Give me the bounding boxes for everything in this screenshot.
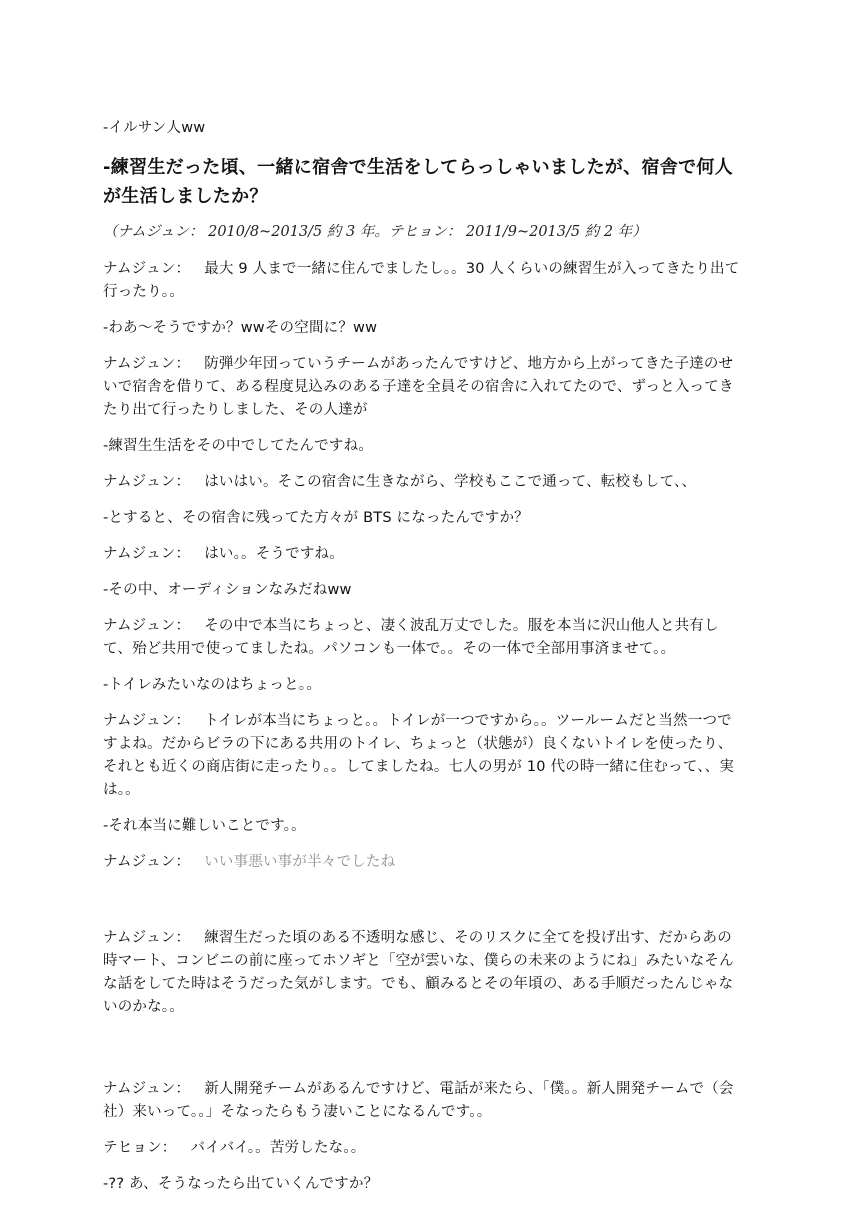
answer-text-faded: いい事悪い事が半々でしたね bbox=[204, 854, 396, 870]
speaker-label: ナムジュン： bbox=[103, 261, 191, 277]
question-heading: -練習生だった頃、一緒に宿舎で生活をしてらっしゃいましたが、宿舎で何人が生活しましたか？ bbox=[103, 157, 733, 207]
speaker-label: ナムジュン： bbox=[103, 930, 191, 946]
paragraph-answer-1 bbox=[103, 258, 745, 304]
answer-text: 防弾少年団っていうチームがあったんですけど、地方から上がってきた子達のせいで宿舎を借りて、ある程度見込みのある子達を全員その宿舎に入れてたので、ずっと入ってきたり出て行ったりしました、その人達が bbox=[103, 356, 734, 418]
paragraph-answer-11 bbox=[103, 710, 745, 802]
speaker-label: ナムジュン： bbox=[103, 618, 191, 634]
paragraph-question-10: -トイレみたいなのはちょっと。。 bbox=[103, 677, 321, 693]
paragraph-answer-9 bbox=[103, 615, 745, 661]
spacer bbox=[103, 887, 745, 927]
paragraph-question-8: -その中、オーディションなみだねww bbox=[103, 582, 352, 598]
answer-text: バイバイ。。苦労したな。。 bbox=[190, 1140, 366, 1156]
paragraph-question-6: -とすると、その宿舎に残ってた方々が BTS になったんですか？ bbox=[103, 510, 529, 526]
answer-text: 練習生だった頃のある不透明な感じ、そのリスクに全てを投げ出す、だからあの時マート、コンビニの前に座ってホソギと「空が雲いな、僕らの未来のようにね」みたいなそんな話をしてた時はそうだった気がします。でも、顧みるとその年頃の、ある手順だったんじゃないのかな。。 bbox=[103, 930, 734, 1015]
answer-text: はいはい。そこの宿舎に生きながら、学校もここで通って、転校もして、、 bbox=[204, 474, 697, 490]
paragraph-answer-3 bbox=[103, 353, 745, 422]
answer-text: 新人開発チームがあるんですけど、電話が来たら、「僕。。新人開発チームで（会社）来いって。。」そなったらもう凄いことになるんです。。 bbox=[103, 1081, 734, 1120]
answer-text: はい。。そうですね。 bbox=[204, 546, 344, 562]
trainee-period-note: （ナムジュン： 2010/8~2013/5 約 3 年。テヒョン： 2011/9~2013/5 約 2 年） bbox=[103, 224, 647, 240]
paragraph-answer-13 bbox=[103, 851, 745, 874]
paragraph-answer-16 bbox=[103, 1137, 745, 1160]
answer-text: トイレが本当にちょっと。。トイレが一つですから。。ツールームだと当然一つですよね。だからビラの下にある共用のトイレ、ちょっと（状態が）良くないトイレを使ったり、それとも近くの商店街に走ったり。。してましたね。七人の男が 10 代の時一緒に住むって、、実は。。 bbox=[103, 713, 735, 798]
paragraph-answer-5 bbox=[103, 471, 745, 494]
paragraph-question-4: -練習生生活をその中でしてたんですね。 bbox=[103, 438, 374, 454]
speaker-label: ナムジュン： bbox=[103, 713, 191, 729]
document-body bbox=[103, 117, 745, 1209]
intro-line: -イルサン人ww bbox=[103, 120, 206, 136]
paragraph-question-2: -わあ～そうですか？wwその空間に？ww bbox=[103, 320, 378, 336]
speaker-label: ナムジュン： bbox=[103, 1081, 191, 1097]
paragraph-question-17: -?? あ、そうなったら出ていくんですか？ bbox=[103, 1176, 379, 1192]
speaker-label: ナムジュン： bbox=[103, 356, 191, 372]
spacer bbox=[103, 1032, 745, 1078]
paragraph-answer-7 bbox=[103, 543, 745, 566]
speaker-label: テヒョン： bbox=[103, 1140, 177, 1156]
speaker-label: ナムジュン： bbox=[103, 474, 191, 490]
answer-text: 最大 9 人まで一緒に住んでましたし。。30 人くらいの練習生が入ってきたり出て行ったり。。 bbox=[103, 261, 740, 300]
speaker-label: ナムジュン： bbox=[103, 546, 191, 562]
answer-text: その中で本当にちょっと、凄く波乱万丈でした。服を本当に沢山他人と共有して、殆ど共用で使ってましたね。パソコンも一体で。。その一体で全部用事済ませて。。 bbox=[103, 618, 719, 657]
paragraph-question-12: -それ本当に難しいことです。。 bbox=[103, 818, 306, 834]
speaker-label: ナムジュン： bbox=[103, 854, 191, 870]
paragraph-answer-15 bbox=[103, 1078, 745, 1124]
paragraph-answer-14 bbox=[103, 927, 745, 1019]
